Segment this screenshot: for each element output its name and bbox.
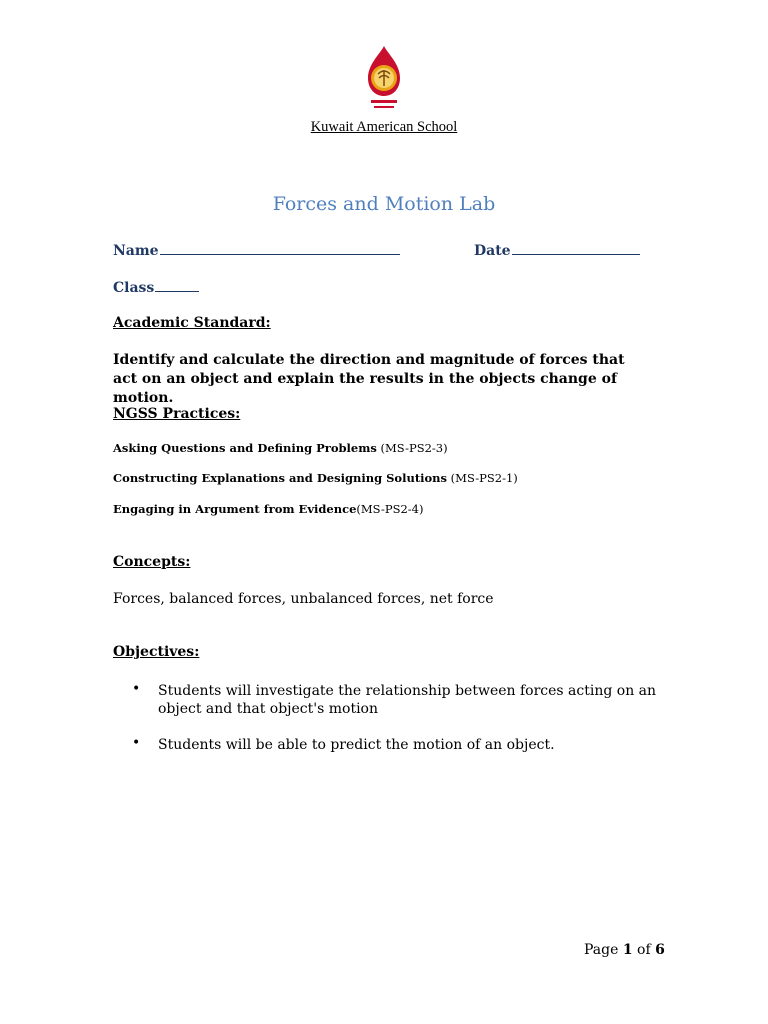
- class-blank[interactable]: [155, 290, 199, 292]
- objective-item: Students will investigate the relationship between forces acting on an object and that object's motion: [158, 683, 657, 717]
- bullet-icon: •: [132, 735, 141, 751]
- page-current: 1: [622, 942, 633, 958]
- date-field[interactable]: [474, 243, 640, 259]
- page-total: 6: [655, 942, 665, 958]
- objective-item: Students will be able to predict the motion of an object.: [158, 737, 555, 753]
- practice-name: Asking Questions and Defining Problems: [113, 441, 377, 455]
- page-number: [584, 942, 665, 958]
- class-field[interactable]: [113, 280, 199, 296]
- ngss-practice-item: [113, 471, 518, 485]
- ngss-heading: NGSS Practices:: [113, 406, 241, 422]
- practice-name: Engaging in Argument from Evidence: [113, 502, 357, 516]
- concepts-heading: Concepts:: [113, 554, 191, 570]
- practice-code: (MS-PS2-1): [447, 471, 518, 485]
- bullet-icon: •: [132, 681, 141, 697]
- concepts-text: Forces, balanced forces, unbalanced forces, net force: [113, 591, 494, 607]
- name-label: Name: [113, 243, 159, 259]
- school-logo-icon: [362, 44, 406, 114]
- practice-code: (MS-PS2-3): [376, 441, 448, 455]
- document-title: Forces and Motion Lab: [272, 193, 496, 215]
- objectives-heading: Objectives:: [113, 644, 200, 660]
- academic-standard-text: Identify and calculate the direction and magnitude of forces that act on an object and explain the results in the objects change of motion.: [113, 352, 625, 406]
- date-blank[interactable]: [512, 253, 640, 255]
- date-label: Date: [474, 243, 511, 259]
- page-of: of: [632, 942, 656, 958]
- name-field[interactable]: [113, 243, 400, 259]
- class-label: Class: [113, 280, 155, 296]
- name-blank[interactable]: [160, 253, 400, 255]
- school-name: Kuwait American School: [310, 119, 458, 135]
- ngss-practice-item: [113, 502, 424, 516]
- ngss-practice-item: [113, 441, 448, 455]
- practice-code: (MS-PS2-4): [356, 502, 424, 516]
- academic-standard-heading: Academic Standard:: [113, 315, 271, 331]
- practice-name: Constructing Explanations and Designing Solutions: [113, 471, 448, 485]
- page-word: Page: [584, 942, 623, 958]
